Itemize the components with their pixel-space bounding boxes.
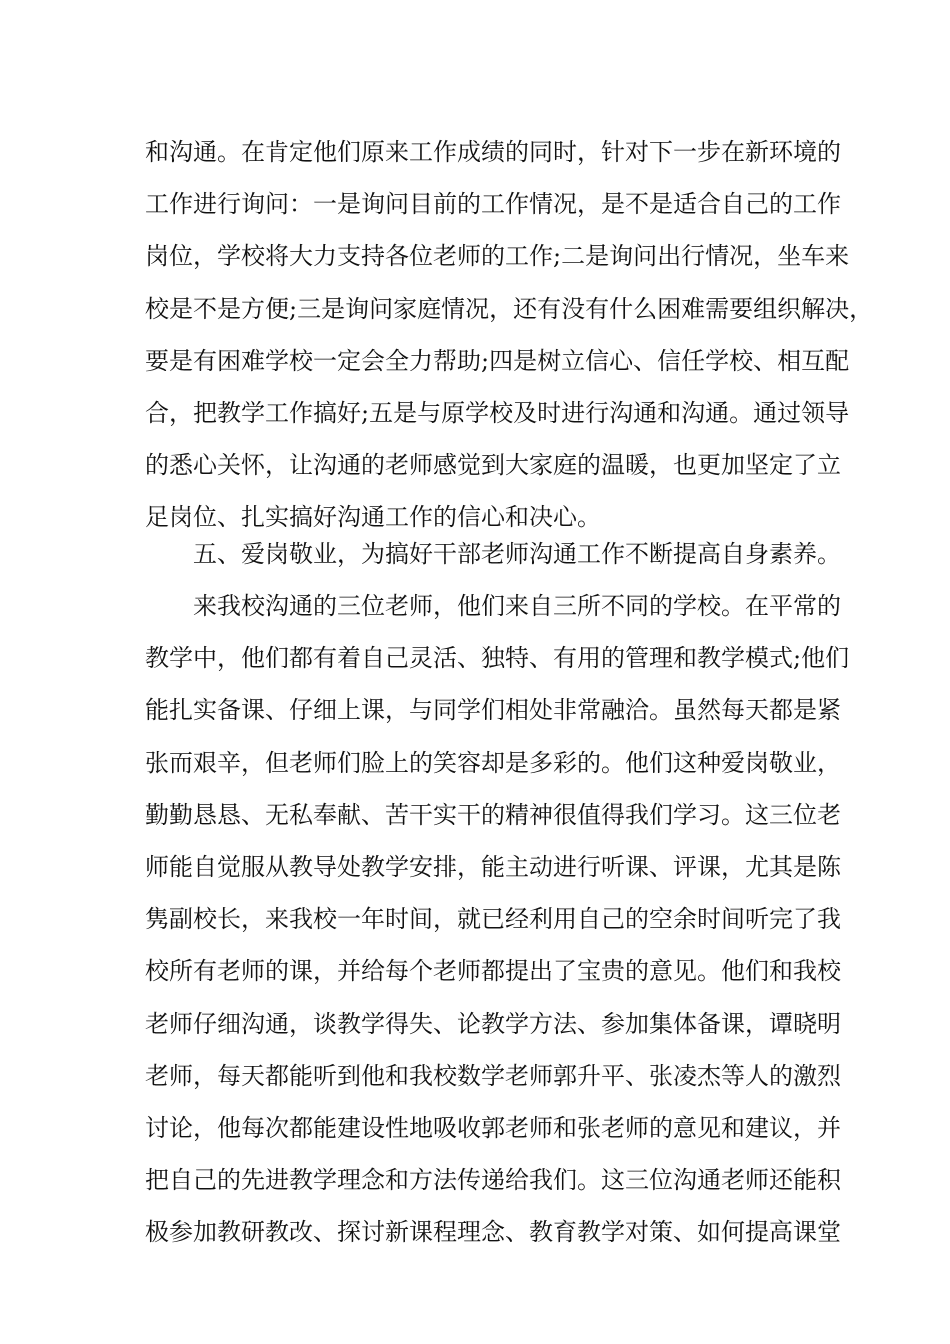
text-line: 能扎实备课、仔细上课，与同学们相处非常融洽。虽然每天都是紧 (145, 696, 841, 725)
section-heading-paragraph (145, 528, 841, 580)
text-line: 要是有困难学校一定会全力帮助;四是树立信心、信任学校、相互配 (145, 346, 850, 375)
text-line: 师能自觉服从教导处教学安排，能主动进行听课、评课，尤其是陈 (145, 852, 841, 881)
text-line: 校是不是方便;三是询问家庭情况，还有没有什么困难需要组织解决， (145, 294, 874, 323)
text-line: 极参加教研教改、探讨新课程理念、教育教学对策、如何提高课堂 (145, 1218, 841, 1247)
text-line: 的悉心关怀，让沟通的老师感觉到大家庭的温暖，也更加坚定了立 (145, 451, 841, 480)
text-line: 隽副校长，来我校一年时间，就已经利用自己的空余时间听完了我 (145, 905, 841, 934)
paragraph-body (145, 580, 850, 1258)
text-line: 岗位，学校将大力支持各位老师的工作;二是询问出行情况，坐车来 (145, 242, 850, 271)
text-line: 讨论，他每次都能建设性地吸收郭老师和张老师的意见和建议，并 (145, 1113, 841, 1142)
text-line: 勤勤恳恳、无私奉献、苦干实干的精神很值得我们学习。这三位老 (145, 800, 841, 829)
text-line: 老师仔细沟通，谈教学得失、论教学方法、参加集体备课，谭晓明 (145, 1009, 841, 1038)
section-heading: 五、爱岗敬业，为搞好干部老师沟通工作不断提高自身素养。 (193, 540, 841, 568)
text-line: 把自己的先进教学理念和方法传递给我们。这三位沟通老师还能积 (145, 1166, 841, 1195)
text-line: 合，把教学工作搞好;五是与原学校及时进行沟通和沟通。通过领导 (145, 398, 850, 427)
text-line: 和沟通。在肯定他们原来工作成绩的同时，针对下一步在新环境的 (145, 138, 841, 166)
paragraph-continuation (145, 126, 874, 544)
text-line: 来我校沟通的三位老师，他们来自三所不同的学校。在平常的 (193, 592, 841, 620)
text-line: 教学中，他们都有着自己灵活、独特、有用的管理和教学模式;他们 (145, 644, 850, 673)
text-line: 工作进行询问：一是询问目前的工作情况，是不是适合自己的工作 (145, 190, 841, 219)
text-line: 张而艰辛，但老师们脸上的笑容却是多彩的。他们这种爱岗敬业， (145, 748, 841, 777)
text-line: 老师，每天都能听到他和我校数学老师郭升平、张凌杰等人的激烈 (145, 1061, 841, 1090)
text-line: 校所有老师的课，并给每个老师都提出了宝贵的意见。他们和我校 (145, 957, 841, 986)
text-line: 足岗位、扎实搞好沟通工作的信心和决心。 (145, 503, 601, 532)
